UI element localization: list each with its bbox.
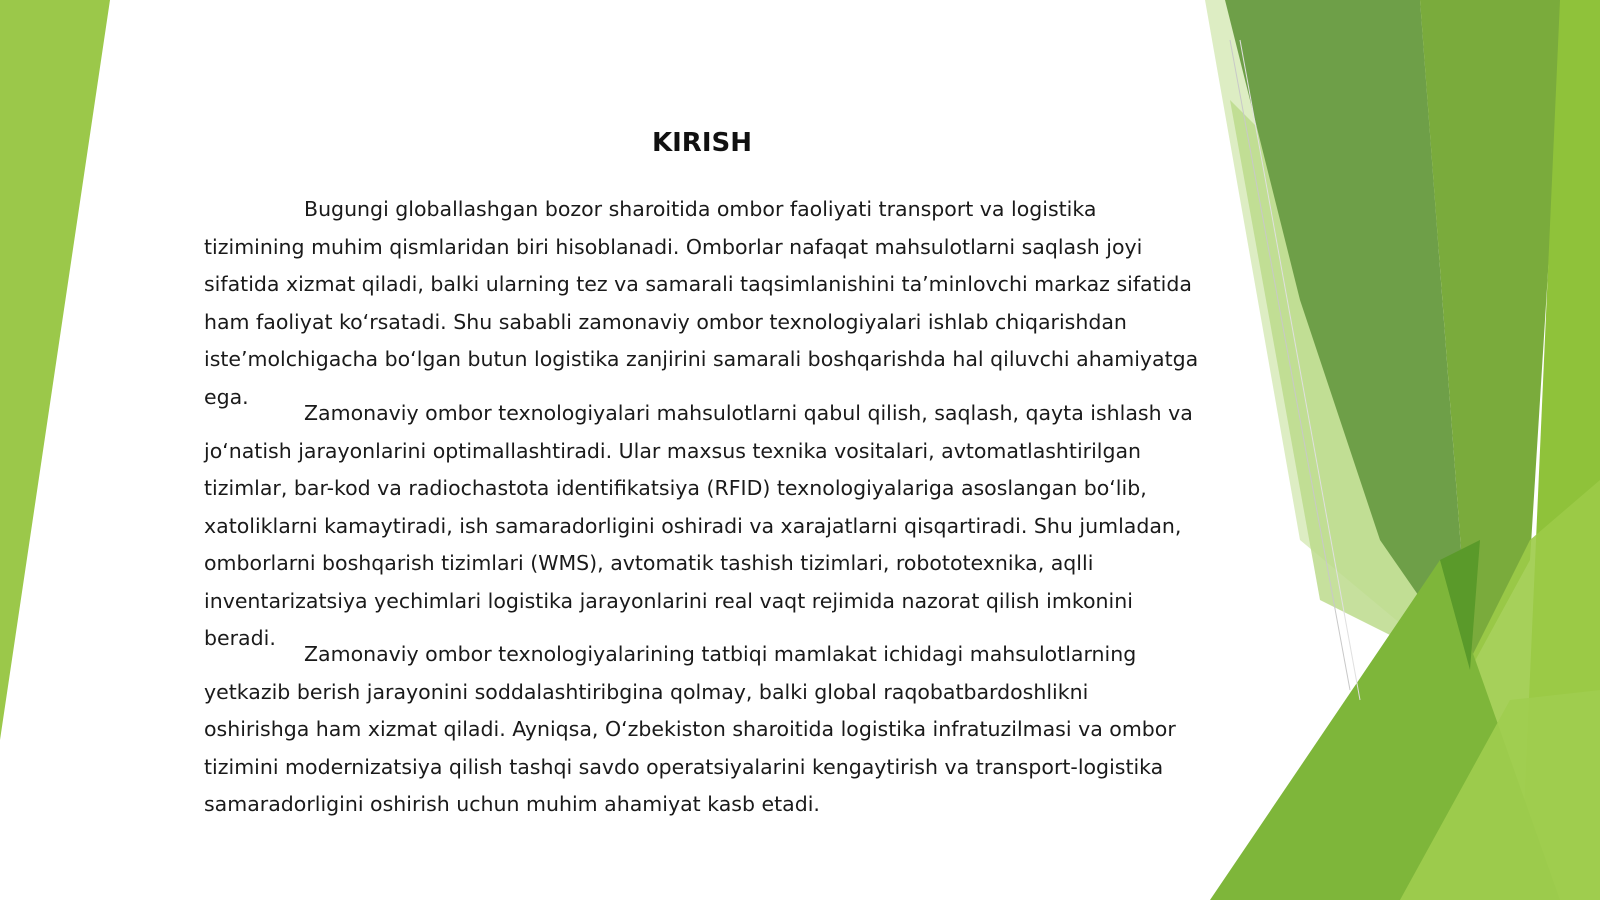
left-green-wedge: [0, 0, 110, 740]
paragraph-1: Bugungi globallashgan bozor sharoitida ombor faoliyati transport va logistika tizimining muhim qismlaridan biri hisoblanadi. Omborlar nafaqat mahsulotlarni saqlash joyi sifatida xizmat qiladi, balki ularning tez va samarali taqsimlanishini ta’minlovchi markaz sifatida ham faoliyat ko‘rsatadi. Shu sababli zamonaviy ombor texnologiyalari ishlab chiqarishdan iste’molchigacha bo‘lgan butun logistika zanjirini samarali boshqarishda hal qiluvchi ahamiyatga ega.: [204, 197, 1199, 409]
paragraph-2: Zamonaviy ombor texnologiyalari mahsulotlarni qabul qilish, saqlash, qayta ishlash va jo‘natish jarayonlarini optimallashtiradi. Ular maxsus texnika vositalari, avtomatlashtirilgan tizimlar, bar-kod va radiochastota identifikatsiya (RFID) texnologiyalariga asoslangan bo‘lib, xatoliklarni kamaytiradi, ish samaradorligini oshiradi va xarajatlarni qisqartiradi. Shu jumladan, omborlarni boshqarish tizimlari (WMS), avtomatik tashish tizimlari, robototexnika, aqlli inventarizatsiya yechimlari logistika jarayonlarini real vaqt rejimida nazorat qilish imkonini beradi.: [204, 401, 1193, 650]
paragraph-3: Zamonaviy ombor texnologiyalarining tatbiqi mamlakat ichidagi mahsulotlarning yetkazib berish jarayonini soddalashtiribgina qolmay, balki global raqobatbardoshlikni oshirishga ham xizmat qiladi. Ayniqsa, O‘zbekiston sharoitida logistika infratuzilmasi va ombor tizimini modernizatsiya qilish tashqi savdo operatsiyalarini kengaytirish va transport-logistika samaradorligini oshirish uchun muhim ahamiyat kasb etadi.: [204, 642, 1176, 816]
slide-title: KIRISH: [651, 128, 752, 158]
